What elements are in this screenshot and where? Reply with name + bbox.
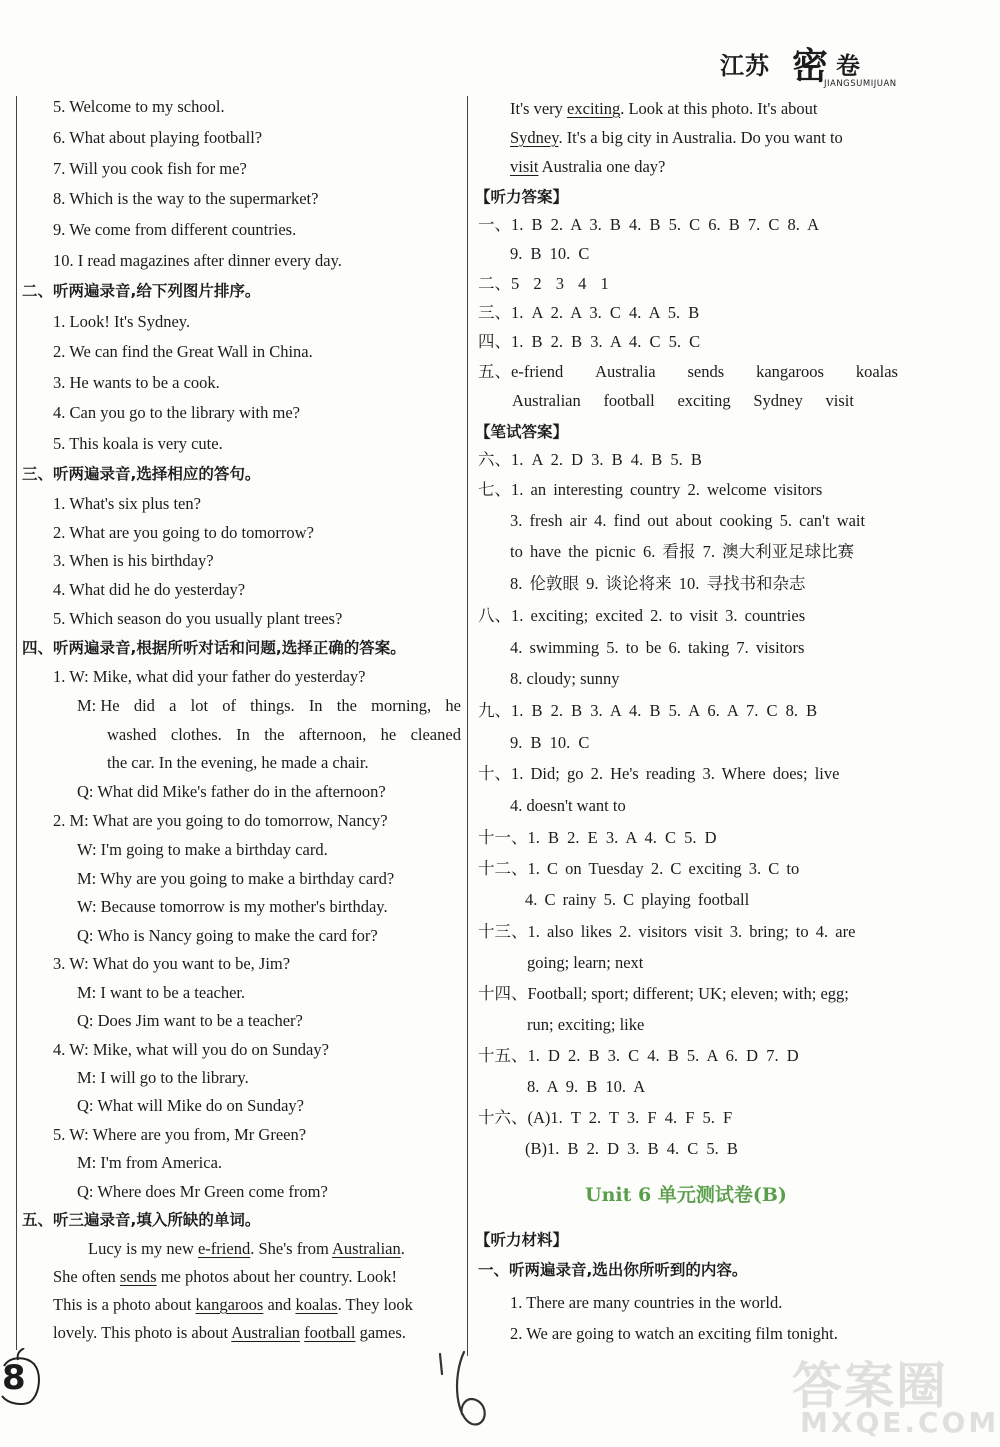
answer-line: 二、5 2 3 4 1 [478,274,609,293]
filled-blank: football [304,1323,356,1342]
answer-line: 4. C rainy 5. C playing football [525,890,750,909]
section-heading: 二、听两遍录音,给下列图片排序。 [22,282,261,300]
left-margin-rule [16,96,17,1350]
answer-line: Australian football exciting Sydney visit [512,391,854,410]
answer-line: 九、1. B 2. B 3. A 4. B 5. A 6. A 7. C 8. B [478,701,818,720]
answer-line: 8. cloudy; sunny [510,669,620,688]
filled-blank: visit [510,157,539,176]
sentence-item: 9. We come from different countries. [53,220,297,239]
passage-line: Sydney. It's a big city in Australia. Do you want to [510,128,843,147]
passage-line: lovely. This photo is about Australian football games. [53,1323,406,1342]
filled-blank: Australian [231,1323,301,1342]
passage-line: visit Australia one day? [510,157,666,176]
answer-line: (B)1. B 2. D 3. B 4. C 5. B [525,1139,738,1158]
answer-line: 一、1. B 2. A 3. B 4. B 5. C 6. B 7. C 8. A [478,215,820,234]
dialogue-line: washed clothes. In the afternoon, he cleaned [107,725,461,744]
dialogue-line: M: Why are you going to make a birthday card? [77,869,395,888]
answer-line: 9. B 10. C [510,733,590,752]
sentence-item: 2. We can find the Great Wall in China. [53,342,313,361]
answer-line: 四、1. B 2. B 3. A 4. C 5. C [478,332,701,351]
answer-line: 五、e-friend Australia sends kangaroos koalas [478,362,898,381]
sentence-item: 2. What are you going to do tomorrow? [53,523,314,542]
dialogue-line: M: I want to be a teacher. [77,983,246,1002]
dialogue-question: Q: Where does Mr Green come from? [77,1182,328,1201]
dialogue-line: W: I'm going to make a birthday card. [77,840,328,859]
filled-blank: Australian [332,1239,401,1258]
filled-blank: kangaroos [195,1295,264,1314]
answer-line: 三、1. A 2. A 3. C 4. A 5. B [478,303,700,322]
sentence-item: 2. We are going to watch an exciting film tonight. [510,1324,838,1343]
sentence-item: 5. Which season do you usually plant trees? [53,609,343,628]
dialogue-question: Q: What did Mike's father do in the afternoon? [77,782,386,801]
answer-heading: 【笔试答案】 [475,423,569,441]
filled-blank: e-friend [197,1239,251,1258]
answer-line: 六、1. A 2. D 3. B 4. B 5. B [478,450,702,469]
answer-line: 9. B 10. C [510,244,590,263]
dialogue-line: W: Because tomorrow is my mother's birthday. [77,897,388,916]
sentence-item: 1. There are many countries in the world. [510,1293,783,1312]
sentence-item: 3. He wants to be a cook. [53,373,220,392]
dialogue-line: M: I will go to the library. [77,1068,249,1087]
page-number: 8 [0,1348,44,1408]
sentence-item: 7. Will you cook fish for me? [53,159,247,178]
handwritten-mark [428,1348,508,1438]
answer-line: 十、1. Did; go 2. He's reading 3. Where does; live [478,764,840,783]
sentence-item: 8. Which is the way to the supermarket? [53,189,319,208]
answer-line: 七、1. an interesting country 2. welcome visitors [478,480,823,499]
answer-line: 8. 伦敦眼 9. 谈论将来 10. 寻找书和杂志 [510,574,806,593]
passage-line: Lucy is my new e-friend. She's from Australian. [88,1239,405,1258]
filled-blank: Sydney [510,128,559,147]
answer-line: going; learn; next [527,953,644,972]
section-heading: 三、听两遍录音,选择相应的答句。 [22,465,261,483]
filled-blank: sends [119,1267,157,1286]
sentence-item: 5. Welcome to my school. [53,97,225,116]
answer-line: run; exciting; like [527,1015,645,1034]
answer-line: 十一、1. B 2. E 3. A 4. C 5. D [478,828,717,847]
dialogue-question: Q: Does Jim want to be a teacher? [77,1011,303,1030]
answer-line: 4. doesn't want to [510,796,626,815]
column-divider [467,96,468,1356]
answer-line: 8. A 9. B 10. A [527,1077,646,1096]
answer-line: 4. swimming 5. to be 6. taking 7. visitors [510,638,805,657]
answer-line: 十三、1. also likes 2. visitors visit 3. bring; to 4. are [478,922,856,941]
header-logo [720,38,930,94]
answer-line: 十五、1. D 2. B 3. C 4. B 5. A 6. D 7. D [478,1046,799,1065]
logo-pinyin: JIANGSUMIJUAN [824,79,897,89]
sentence-item: 1. Look! It's Sydney. [53,312,191,331]
filled-blank: koalas [295,1295,338,1314]
dialogue-line: 1. W: Mike, what did your father do yesterday? [53,667,366,686]
dialogue-line: 3. W: What do you want to be, Jim? [53,954,291,973]
passage-line: It's very exciting. Look at this photo. It's about [510,99,818,118]
dialogue-line: 4. W: Mike, what will you do on Sunday? [53,1040,329,1059]
watermark [786,1346,1000,1442]
answer-line: 3. fresh air 4. find out about cooking 5. can't wait [510,511,866,530]
passage-line: She often sends me photos about her country. Look! [53,1267,397,1286]
answer-line: 八、1. exciting; excited 2. to visit 3. countries [478,606,806,625]
dialogue-question: Q: Who is Nancy going to make the card for? [77,926,378,945]
answer-line: 十四、Football; sport; different; UK; eleven; with; egg; [478,984,849,1003]
dialogue-line: M: He did a lot of things. In the morning, he [77,696,461,715]
passage-line: This is a photo about kangaroos and koalas. They look [53,1295,413,1314]
sentence-item: 10. I read magazines after dinner every day. [53,251,342,270]
dialogue-line: 2. M: What are you going to do tomorrow, Nancy? [53,811,388,830]
dialogue-line: M: I'm from America. [77,1153,223,1172]
logo-text-right: 卷 [836,52,860,80]
answer-line: 十二、1. C on Tuesday 2. C exciting 3. C to [478,859,800,878]
dialogue-line: 5. W: Where are you from, Mr Green? [53,1125,307,1144]
answer-heading: 【听力答案】 [475,188,569,206]
sentence-item: 4. Can you go to the library with me? [53,403,300,422]
dialogue-line: the car. In the evening, he made a chair. [107,753,369,772]
answer-line: 十六、(A)1. T 2. T 3. F 4. F 5. F [478,1108,733,1127]
filled-blank: exciting [567,99,621,118]
section-heading: 一、听两遍录音,选出你所听到的内容。 [478,1261,748,1279]
material-heading: 【听力材料】 [475,1231,569,1249]
section-heading: 四、听两遍录音,根据所听对话和问题,选择正确的答案。 [22,639,406,657]
watermark-top: 答案圈 [792,1357,948,1415]
logo-text-mid: 密 [792,45,829,87]
section-heading: 五、听三遍录音,填入所缺的单词。 [22,1211,261,1229]
unit-title: Unit 6 单元测试卷(B) [585,1184,787,1206]
sentence-item: 3. When is his birthday? [53,551,214,570]
sentence-item: 4. What did he do yesterday? [53,580,246,599]
sentence-item: 5. This koala is very cute. [53,434,223,453]
logo-text-left: 江苏 [720,52,770,80]
sentence-item: 6. What about playing football? [53,128,263,147]
sentence-item: 1. What's six plus ten? [53,494,201,513]
dialogue-question: Q: What will Mike do on Sunday? [77,1096,305,1115]
watermark-bottom: MXQE.COM [800,1406,1000,1439]
answer-line: to have the picnic 6. 看报 7. 澳大利亚足球比赛 [510,542,855,561]
